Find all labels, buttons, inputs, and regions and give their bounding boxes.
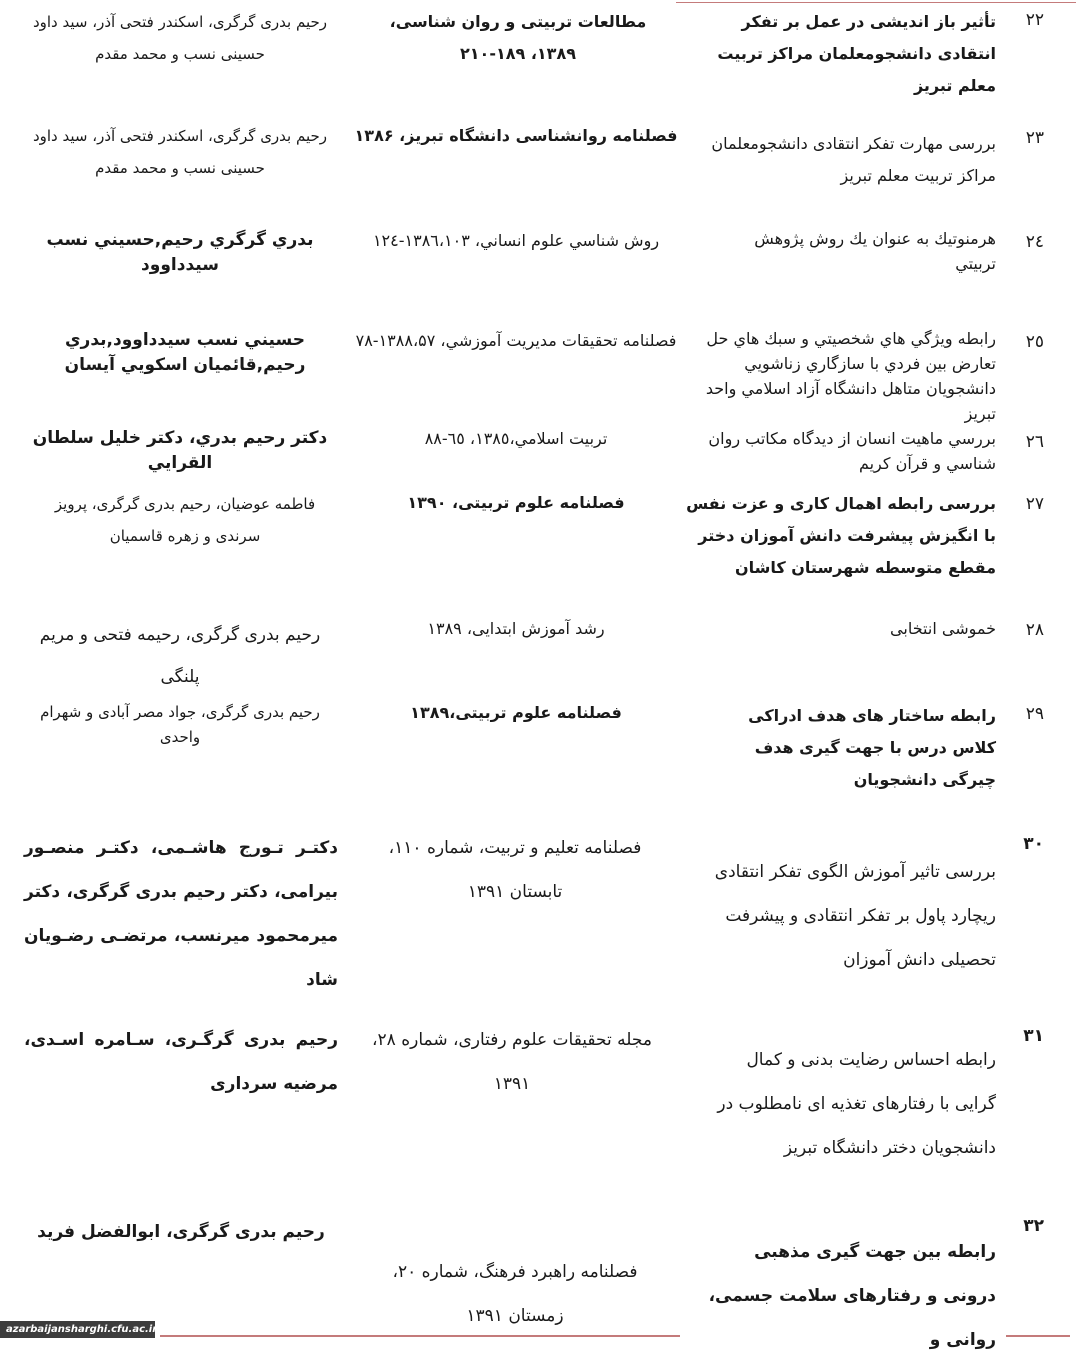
article-title: بررسي ماهيت انسان از ديدگاه مكاتب روان شناسي و قرآن كريم: [708, 429, 996, 473]
site-watermark: azarbaijansharghi.cfu.ac.ir: [0, 1321, 155, 1338]
authors: فاطمه عوضیان، رحیم بدری گرگری، پرویز سرندی و زهره قاسمیان: [54, 495, 316, 545]
row-number: ۲٥: [1025, 332, 1044, 352]
bottom-rule-left: [160, 1335, 680, 1337]
authors: رحیم بدری گرگری، جواد مصر آبادی و شهرام واحدی: [40, 703, 320, 746]
authors: حسيني نسب سيدداوود,بدري رحيم,قائميان اسكويي آيسان: [64, 330, 306, 375]
authors: رحیم بدری گرگری، رحیمه فتحی و مریم پلنگی: [39, 625, 321, 687]
journal-source: مطالعات تربیتی و روان شناسی، ۱۳۸۹، ۱۸۹-۲۱۰: [389, 12, 647, 63]
journal-source: فصلنامه علوم تربیتی،۱۳۸۹: [410, 703, 622, 722]
row-number: ۲۸: [1025, 620, 1044, 640]
authors: رحیم بدری گرگـری، سـامره اسـدی، مرضیه سرداری: [24, 1030, 338, 1094]
row-number: ۳۱: [1023, 1026, 1044, 1046]
row-number: ۲۹: [1025, 704, 1044, 724]
article-title: بررسی مهارت تفکر انتقادی دانشجومعلمان مراکز تربیت معلم تبریز: [711, 134, 996, 185]
article-title: بررسی رابطه اهمال کاری و عزت نفس با انگیزش پیشرفت دانش آموزان دختر مقطع متوسطه شهرستان کاشان: [686, 494, 996, 577]
authors: بدري گرگري رحيم,حسيني نسب سيدداوود: [46, 230, 314, 275]
article-title: تأثیر باز اندیشی در عمل بر تفکر انتقادی دانشجومعلمان مراکز تربیت معلم تبریز: [717, 12, 996, 95]
row-number: ۲۲: [1025, 10, 1044, 30]
article-title: خموشی انتخابی: [890, 619, 996, 638]
journal-source: فصلنامه روانشناسی دانشگاه تبریز، ۱۳۸۶: [354, 126, 678, 145]
journal-source: فصلنامه علوم تربیتی، ۱۳۹۰: [407, 493, 625, 512]
article-title: رابطه احساس رضایت بدنی و کمال گرایی با رفتارهای تغذیه ای نامطلوب در دانشجویان دختر دانشگاه تبریز: [717, 1050, 996, 1158]
article-title: رابطه ساختار های هدف ادراکی کلاس درس با جهت گیری هدف چیرگی دانشجویان: [748, 706, 996, 789]
row-number: ۲٤: [1025, 232, 1044, 252]
article-title: رابطه بین جهت گیری مذهبی درونی و رفتارهای سلامت جسمی، روانی و: [708, 1242, 996, 1350]
authors: دکتـر تـورج هاشـمی، دکتـر منصـور بیرامی، دکتر رحیم بدری گرگری، دکتر میرمحمود میرنسب، مرتضـی رضـویان شاد: [24, 838, 338, 990]
article-title: رابطه ويژگي هاي شخصيتي و سبك هاي حل تعارض بين فردي با سازگاري زناشويي دانشجويان متاهل دانشگاه آزاد اسلامي واحد تبريز: [705, 329, 996, 423]
journal-source: فصلنامه تعلیم و تربیت، شماره ۱۱۰، تابستان ۱۳۹۱: [388, 838, 642, 902]
journal-source: رشد آموزش ابتدایی، ۱۳۸۹: [427, 619, 605, 638]
journal-source: تربيت اسلامي،۱۳۸٥، ٦٥-۸۸: [424, 429, 608, 448]
row-number: ۲۷: [1025, 494, 1044, 514]
article-title: بررسی تاثیر آموزش الگوی تفکر انتقادی ریچارد پاول بر تفکر انتقادی و پیشرفت تحصیلی دانش آموزان: [714, 862, 996, 970]
row-number: ۲٦: [1025, 432, 1044, 452]
journal-source: روش شناسي علوم انساني، ۱۳۸٦،۱۰۳-۱۲٤: [372, 231, 660, 250]
journal-source: مجله تحقیقات علوم رفتاری، شماره ۲۸، ۱۳۹۱: [372, 1030, 652, 1094]
authors: رحیم بدری گرگری، ابوالفضل فرید: [37, 1222, 325, 1242]
journal-source: فصلنامه تحقيقات مديريت آموزشي، ۱۳۸۸،۵۷-۷۸: [355, 331, 677, 350]
authors: دكتر رحيم بدري، دكتر خليل سلطان القرايي: [32, 428, 328, 473]
row-number: ۲۳: [1025, 128, 1044, 148]
journal-source: فصلنامه راهبرد فرهنگ، شماره ۲۰، زمستان ۱۳۹۱: [392, 1262, 638, 1326]
authors: رحیم بدری گرگری، اسکندر فتحی آذر، سید داود حسینی نسب و محمد مقدم: [32, 127, 328, 177]
row-number: ۳۰: [1023, 834, 1044, 854]
authors: رحیم بدری گرگری، اسکندر فتحی آذر، سید داود حسینی نسب و محمد مقدم: [32, 13, 328, 63]
row-number: ۳۲: [1023, 1216, 1044, 1236]
article-title: هرمنوتيك به عنوان يك روش پژوهش تربيتي: [754, 229, 996, 273]
top-rule: [676, 2, 1076, 3]
bottom-rule-right: [1006, 1335, 1070, 1337]
